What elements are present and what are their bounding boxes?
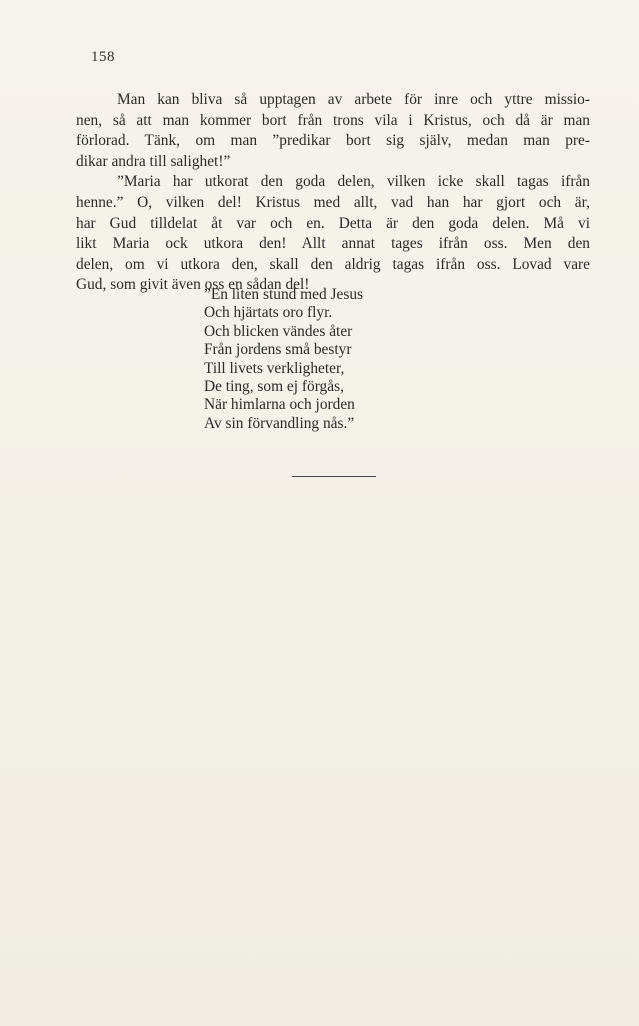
poem-line: ”En liten stund med Jesus bbox=[204, 286, 364, 303]
poem-line: Från jordens små bestyr bbox=[204, 341, 352, 359]
text-line: henne.” O, vilken del! Kristus med allt, vad han har gjort och är, bbox=[76, 193, 590, 211]
body-text bbox=[76, 90, 590, 296]
text-line: delen, om vi utkora den, skall den aldrig tagas ifrån oss. Lovad vare bbox=[76, 255, 590, 273]
paragraph-2 bbox=[76, 172, 590, 296]
text-line: Man kan bliva så upptagen av arbete för inre och yttre missio- bbox=[117, 91, 590, 108]
text-line: likt Maria ock utkora den! Allt annat tages ifrån oss. Men den bbox=[76, 235, 590, 253]
text-line: nen, så att man kommer bort från trons vila i Kristus, och då är man bbox=[76, 111, 590, 129]
page-number: 158 bbox=[91, 49, 115, 65]
text-line: dikar andra till salighet!” bbox=[76, 152, 231, 170]
section-divider bbox=[292, 476, 376, 477]
poem-line: När himlarna och jorden bbox=[204, 396, 355, 414]
paragraph-1 bbox=[76, 90, 590, 172]
text-line: förlorad. Tänk, om man ”predikar bort sig själv, medan man pre- bbox=[76, 132, 590, 150]
poem-line: Och blicken vändes åter bbox=[204, 322, 353, 340]
text-line: Gud, som givit även oss en sådan del! bbox=[76, 276, 310, 294]
poem-line: Av sin förvandling nås.” bbox=[204, 414, 355, 432]
text-line: ”Maria har utkorat den goda delen, vilken icke skall tagas ifrån bbox=[117, 173, 590, 191]
poem-line: Och hjärtats oro flyr. bbox=[204, 304, 333, 322]
text-line: har Gud tilldelat åt var och en. Detta är den goda delen. Må vi bbox=[76, 214, 590, 232]
poem-line: De ting, som ej förgås, bbox=[204, 378, 344, 396]
poem-stanza bbox=[204, 286, 363, 433]
poem-line: Till livets verkligheter, bbox=[204, 359, 345, 377]
